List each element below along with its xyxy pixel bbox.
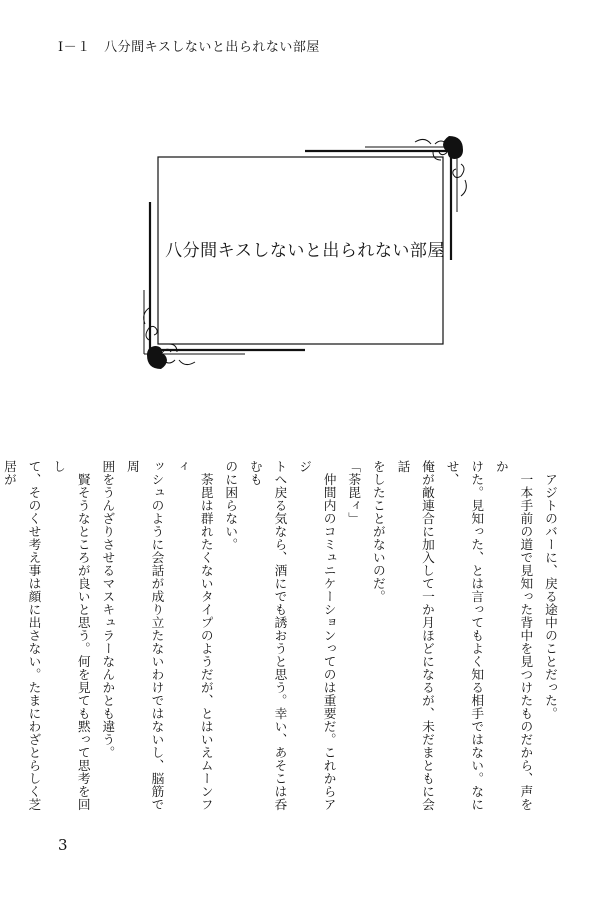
body-line: ッシュのように会話が成り立たないわけではないし、脳筋で周 (124, 460, 165, 811)
body-line: アジトのバーに、戻る途中のことだった。 (543, 460, 558, 720)
running-header: Ⅰ－１ 八分間キスしないと出られない部屋 (58, 40, 320, 55)
body-line: のに困らない。 (223, 460, 239, 551)
body-line: 一本手前の道で見知った背中を見つけたものだから、声をか (493, 460, 534, 811)
body-line: トへ戻る気なら、酒にでも誘おうと思う。幸い、あそこは呑むも (247, 460, 288, 811)
chapter-title: 八分間キスしないと出られない部屋 (165, 241, 445, 261)
body-line: 荼毘は群れたくないタイプのようだが、とはいえムーンフィ (174, 460, 214, 811)
body-line: 「荼毘ィ」 (346, 460, 362, 525)
chapter-title-frame (135, 130, 475, 375)
body-text-vertical (1, 460, 562, 820)
page-number: 3 (58, 836, 68, 854)
body-line: 囲をうんざりさせるマスキュラーなんかとも違う。 (100, 460, 116, 759)
body-line: て、そのくせ考え事は顔に出さない。たまにわざとらしく芝居が (1, 460, 42, 811)
body-line: 俺が敵連合に加入して一か月ほどになるが、未だまともに会話 (395, 460, 436, 811)
body-line: 仲間内のコミュニケーションってのは重要だ。これからアジ (297, 460, 337, 811)
body-line: 賢そうなところが良いと思う。何を見ても黙って思考を回し (51, 460, 91, 811)
body-line: けた。見知った、とは言ってもよく知る相手ではない。なにせ、 (444, 460, 485, 811)
body-line: をしたことがないのだ。 (370, 460, 386, 603)
